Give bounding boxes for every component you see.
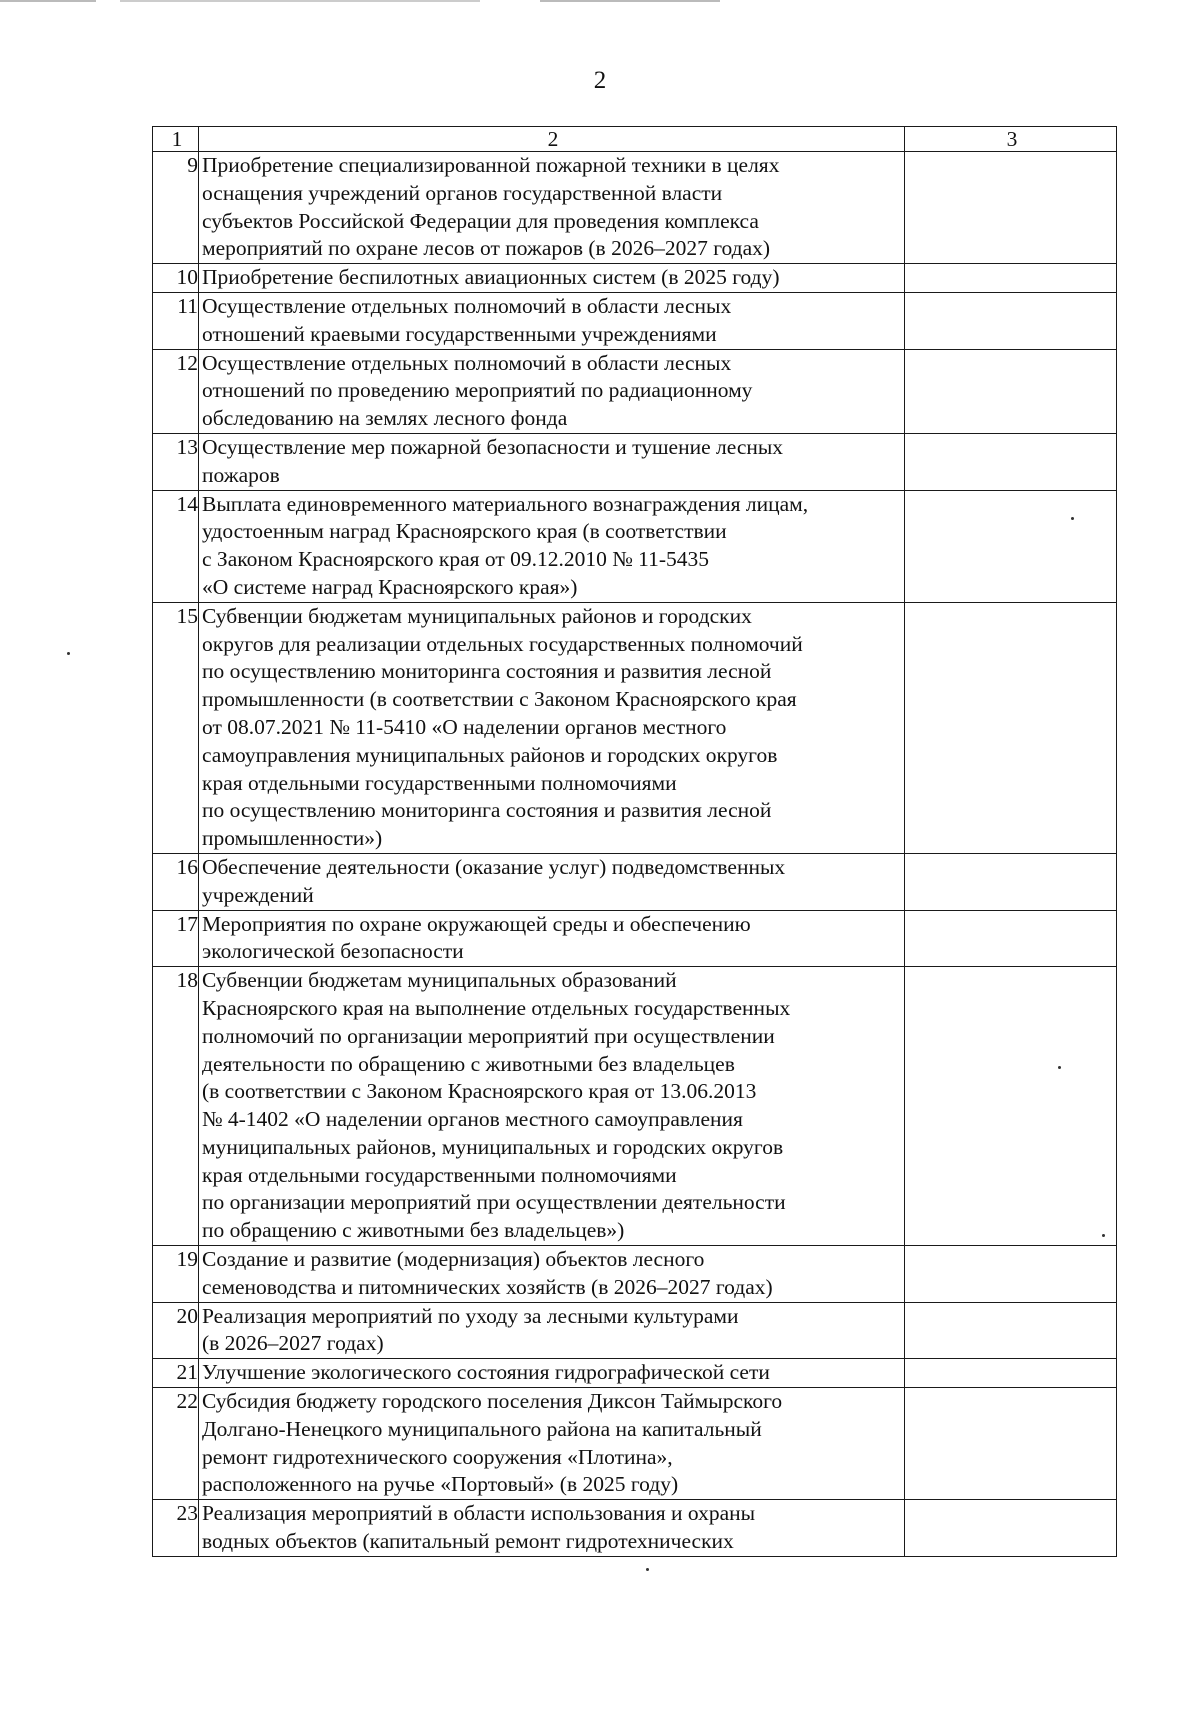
row-col3 [905, 433, 1117, 490]
row-col3 [905, 490, 1117, 602]
table-row [153, 349, 1117, 433]
row-number: 21 [153, 1359, 199, 1388]
table-row [153, 1388, 1117, 1500]
scan-speck [1058, 1066, 1061, 1069]
scan-speck [67, 652, 70, 655]
row-col3 [905, 967, 1117, 1246]
measures-table [152, 126, 1117, 1557]
row-col3 [905, 1500, 1117, 1557]
row-number: 15 [153, 602, 199, 853]
row-description: Осуществление отдельных полномочий в области лесных отношений краевыми государственными учреждениями [199, 292, 905, 349]
row-col3 [905, 292, 1117, 349]
row-number: 18 [153, 967, 199, 1246]
row-number: 20 [153, 1302, 199, 1359]
table-row [153, 1246, 1117, 1303]
row-number: 9 [153, 152, 199, 264]
header-col-1: 1 [153, 127, 199, 152]
scan-edge [0, 0, 1200, 2]
table-body [153, 152, 1117, 1557]
row-description: Обеспечение деятельности (оказание услуг) подведомственных учреждений [199, 853, 905, 910]
page-number: 2 [593, 67, 607, 94]
row-description: Мероприятия по охране окружающей среды и обеспечению экологической безопасности [199, 910, 905, 967]
row-description: Осуществление отдельных полномочий в области лесных отношений по проведению мероприятий по радиационному обследованию на землях лесного фонда [199, 349, 905, 433]
row-description: Приобретение специализированной пожарной техники в целях оснащения учреждений органов государственной власти субъектов Российской Федерации для проведения комплекса мероприятий по охране лесов от пожаров (в 2026–2027 годах) [199, 152, 905, 264]
table-row [153, 264, 1117, 293]
header-col-2: 2 [199, 127, 905, 152]
table-row [153, 1500, 1117, 1557]
row-col3 [905, 1246, 1117, 1303]
row-number: 10 [153, 264, 199, 293]
table-row [153, 602, 1117, 853]
row-number: 16 [153, 853, 199, 910]
row-description: Осуществление мер пожарной безопасности и тушение лесных пожаров [199, 433, 905, 490]
scan-speck [646, 1568, 649, 1571]
scan-speck [1071, 517, 1074, 520]
row-number: 14 [153, 490, 199, 602]
table-row [153, 853, 1117, 910]
row-description: Улучшение экологического состояния гидрографической сети [199, 1359, 905, 1388]
row-col3 [905, 1302, 1117, 1359]
row-number: 23 [153, 1500, 199, 1557]
row-number: 22 [153, 1388, 199, 1500]
row-col3 [905, 602, 1117, 853]
row-col3 [905, 910, 1117, 967]
table-row [153, 967, 1117, 1246]
row-col3 [905, 1388, 1117, 1500]
row-description: Реализация мероприятий в области использования и охраны водных объектов (капитальный ремонт гидротехнических [199, 1500, 905, 1557]
table-row [153, 433, 1117, 490]
row-col3 [905, 349, 1117, 433]
header-col-3: 3 [905, 127, 1117, 152]
table-row [153, 152, 1117, 264]
row-number: 17 [153, 910, 199, 967]
row-col3 [905, 264, 1117, 293]
table-row [153, 490, 1117, 602]
table-row [153, 910, 1117, 967]
table-row [153, 292, 1117, 349]
row-description: Субвенции бюджетам муниципальных образований Красноярского края на выполнение отдельных государственных полномочий по организации мероприятий при осуществлении деятельности по обращению с животными без владельцев (в соответствии с Законом Красноярского края от 13.06.2013 № 4-1402 «О наделении органов местного самоуправления муниципальных районов, муниципальных и городских округов края отдельными государственными полномочиями по организации мероприятий при осуществлении деятельности по обращению с животными без владельцев») [199, 967, 905, 1246]
row-col3 [905, 152, 1117, 264]
table-row [153, 1302, 1117, 1359]
row-col3 [905, 1359, 1117, 1388]
row-description: Создание и развитие (модернизация) объектов лесного семеноводства и питомнических хозяйств (в 2026–2027 годах) [199, 1246, 905, 1303]
row-number: 12 [153, 349, 199, 433]
row-number: 19 [153, 1246, 199, 1303]
row-description: Приобретение беспилотных авиационных систем (в 2025 году) [199, 264, 905, 293]
row-col3 [905, 853, 1117, 910]
scan-speck [1102, 1234, 1105, 1237]
table-row [153, 1359, 1117, 1388]
row-number: 11 [153, 292, 199, 349]
row-description: Выплата единовременного материального вознаграждения лицам, удостоенным наград Красноярского края (в соответствии с Законом Красноярского края от 09.12.2010 № 11-5435 «О системе наград Красноярского края») [199, 490, 905, 602]
row-number: 13 [153, 433, 199, 490]
table-header-row [153, 127, 1117, 152]
row-description: Субсидия бюджету городского поселения Диксон Таймырского Долгано-Ненецкого муниципального района на капитальный ремонт гидротехнического сооружения «Плотина», расположенного на ручье «Портовый» (в 2025 году) [199, 1388, 905, 1500]
row-description: Реализация мероприятий по уходу за лесными культурами (в 2026–2027 годах) [199, 1302, 905, 1359]
row-description: Субвенции бюджетам муниципальных районов и городских округов для реализации отдельных государственных полномочий по осуществлению мониторинга состояния и развития лесной промышленности (в соответствии с Законом Красноярского края от 08.07.2021 № 11-5410 «О наделении органов местного самоуправления муниципальных районов и городских округов края отдельными государственными полномочиями по осуществлению мониторинга состояния и развития лесной промышленности») [199, 602, 905, 853]
